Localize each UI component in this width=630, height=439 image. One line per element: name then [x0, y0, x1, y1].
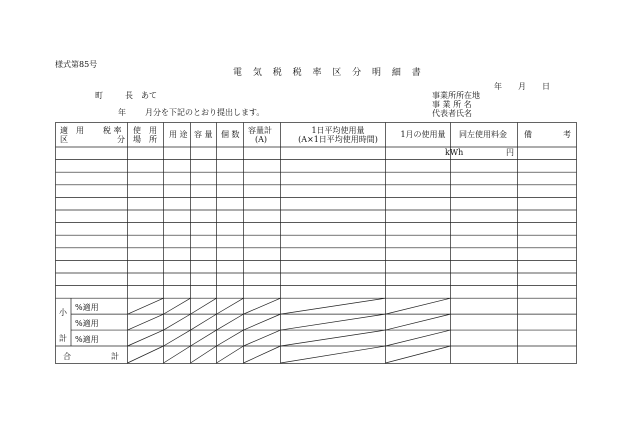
diagonal-strike	[244, 298, 281, 314]
diagonal-strike	[281, 298, 386, 314]
detail-table	[55, 122, 577, 367]
subtotal-row-3-label: %適用	[75, 335, 99, 344]
submission-prefix: 年	[118, 108, 126, 117]
unit-kwh: kWh	[445, 148, 464, 157]
office-name-label: 事 業 所 名	[432, 100, 472, 109]
addressee-town: 町	[95, 91, 103, 100]
submission-text: 月分を下記のとおり提出します。	[145, 108, 265, 117]
header-usage: 用 途	[169, 130, 188, 139]
diagonal-strike	[386, 314, 451, 330]
total-label-left: 合	[63, 352, 71, 361]
subtotal-char-1: 小	[59, 308, 67, 317]
diagonal-strike	[217, 298, 244, 314]
diagonal-strike	[164, 346, 191, 363]
diagonal-strike	[281, 314, 386, 330]
diagonal-strike	[164, 314, 191, 330]
header-place-top: 使 用	[133, 126, 157, 135]
header-total-capacity-bottom: (A)	[255, 135, 268, 144]
header-rate-bottom-right: 分	[117, 135, 125, 144]
diagonal-strike	[244, 314, 281, 330]
diagonal-strike	[128, 346, 164, 363]
header-monthly: 1月の使用量	[400, 130, 446, 139]
header-place-bottom: 場 所	[133, 135, 157, 144]
representative-label: 代表者氏名	[432, 109, 472, 118]
diagonal-strike	[191, 314, 217, 330]
header-fee: 同左使用料金	[459, 130, 507, 139]
diagonal-strike	[128, 314, 164, 330]
diagonal-strike	[386, 298, 451, 314]
diagonal-strike	[164, 330, 191, 346]
subtotal-char-2: 計	[59, 334, 67, 343]
diagonal-strike	[217, 346, 244, 363]
diagonal-strike	[217, 330, 244, 346]
diagonal-strike	[128, 330, 164, 346]
subtotal-row-2-label: %適用	[75, 319, 99, 328]
header-remarks-right: 考	[563, 130, 571, 139]
diagonal-strike	[217, 314, 244, 330]
date-line: 年 月 日	[494, 82, 550, 91]
diagonal-strike	[191, 298, 217, 314]
diagonal-strike	[386, 346, 451, 363]
addressee-head: 長 あて	[125, 91, 157, 100]
diagonal-strike	[164, 298, 191, 314]
diagonal-strike	[244, 330, 281, 346]
diagonal-strike	[191, 346, 217, 363]
form-number: 様式第85号	[55, 60, 98, 69]
diagonal-strike	[281, 330, 386, 346]
header-count: 個 数	[221, 130, 240, 139]
header-rate-bottom-left: 区	[60, 135, 68, 144]
total-label-right: 計	[111, 352, 119, 361]
header-rate-left: 適 用	[60, 126, 84, 135]
header-rate-right: 税 率	[103, 126, 122, 135]
diagonal-strike	[386, 330, 451, 346]
diagonal-strike	[191, 330, 217, 346]
diagonal-strike	[244, 346, 281, 363]
header-daily-bottom: (A×1日平均使用時間)	[298, 135, 378, 144]
page-title: 電 気 税 税 率 区 分 明 細 書	[233, 68, 425, 78]
header-capacity: 容 量	[194, 130, 213, 139]
diagonal-strike	[128, 298, 164, 314]
diagonal-strike	[281, 346, 386, 363]
office-address-label: 事業所所在地	[432, 91, 480, 100]
header-daily-top: 1日平均使用量	[311, 126, 365, 135]
unit-yen: 円	[506, 148, 514, 157]
header-remarks-left: 備	[524, 130, 532, 139]
header-total-capacity-top: 容量計	[248, 126, 272, 135]
subtotal-row-1-label: %適用	[75, 303, 99, 312]
